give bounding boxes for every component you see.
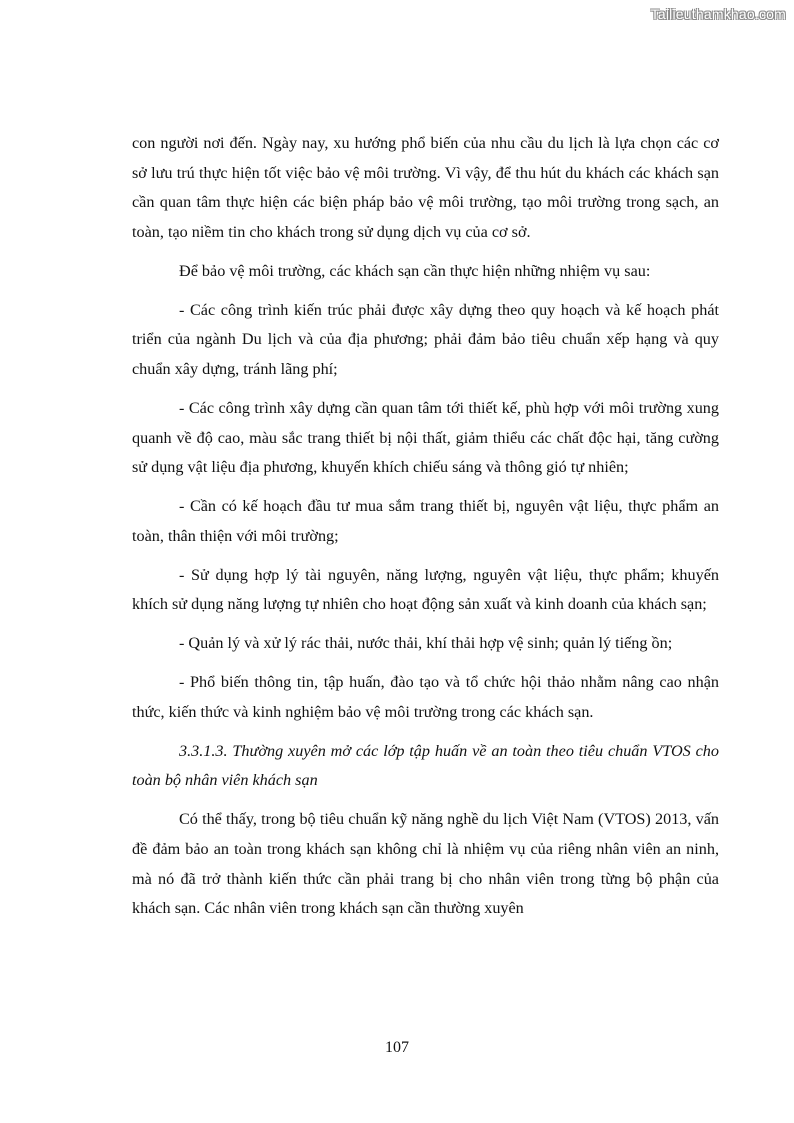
paragraph-intro: con người nơi đến. Ngày nay, xu hướng phổ biến của nhu cầu du lịch là lựa chọn các cơ sở lưu trú thực hiện tốt việc bảo vệ môi trường. Vì vậy, để thu hút du khách các khách sạn cần quan tâm thực hiện các biện pháp bảo vệ môi trường, tạo môi trường trong sạch, an toàn, tạo niềm tin cho khách trong sử dụng dịch vụ của cơ sở. <box>132 134 719 241</box>
list-item: - Các công trình kiến trúc phải được xây dựng theo quy hoạch và kế hoạch phát triển của ngành Du lịch và của địa phương; phải đảm bảo tiêu chuẩn xếp hạng và quy chuẩn xây dựng, tránh lãng phí; <box>132 300 719 378</box>
page-number: 107 <box>385 1039 409 1056</box>
document-body <box>132 129 719 933</box>
section-heading: 3.3.1.3. Thường xuyên mở các lớp tập huấn về an toàn theo tiêu chuẩn VTOS cho toàn bộ nhân viên khách sạn <box>132 741 719 790</box>
list-item: - Các công trình xây dựng cần quan tâm tới thiết kế, phù hợp với môi trường xung quanh về độ cao, màu sắc trang thiết bị nội thất, giảm thiểu các chất độc hại, tăng cường sử dụng vật liệu địa phương, khuyến khích chiếu sáng và thông gió tự nhiên; <box>132 398 719 477</box>
paragraph-tasks-lead: Để bảo vệ môi trường, các khách sạn cần thực hiện những nhiệm vụ sau: <box>179 261 651 280</box>
paragraph-vtos: Có thể thấy, trong bộ tiêu chuẩn kỹ năng nghề du lịch Việt Nam (VTOS) 2013, vấn đề đảm bảo an toàn trong khách sạn không chỉ là nhiệm vụ của riêng nhân viên an ninh, mà nó đã trở thành kiến thức cần phải trang bị cho nhân viên trong từng bộ phận của khách sạn. Các nhân viên trong khách sạn cần thường xuyên <box>132 810 719 918</box>
list-item: - Quản lý và xử lý rác thải, nước thải, khí thải hợp vệ sinh; quản lý tiếng ồn; <box>179 634 673 653</box>
list-item: - Sử dụng hợp lý tài nguyên, năng lượng, nguyên vật liệu, thực phẩm; khuyến khích sử dụng năng lượng tự nhiên cho hoạt động sản xuất và kinh doanh của khách sạn; <box>132 565 719 614</box>
list-item: - Cần có kế hoạch đầu tư mua sắm trang thiết bị, nguyên vật liệu, thực phẩm an toàn, thân thiện với môi trường; <box>132 497 719 545</box>
watermark: Tailieuthamkhao.com <box>650 6 786 22</box>
list-item: - Phổ biến thông tin, tập huấn, đào tạo và tổ chức hội thảo nhằm nâng cao nhận thức, kiến thức và kinh nghiệm bảo vệ môi trường trong các khách sạn. <box>132 673 719 721</box>
